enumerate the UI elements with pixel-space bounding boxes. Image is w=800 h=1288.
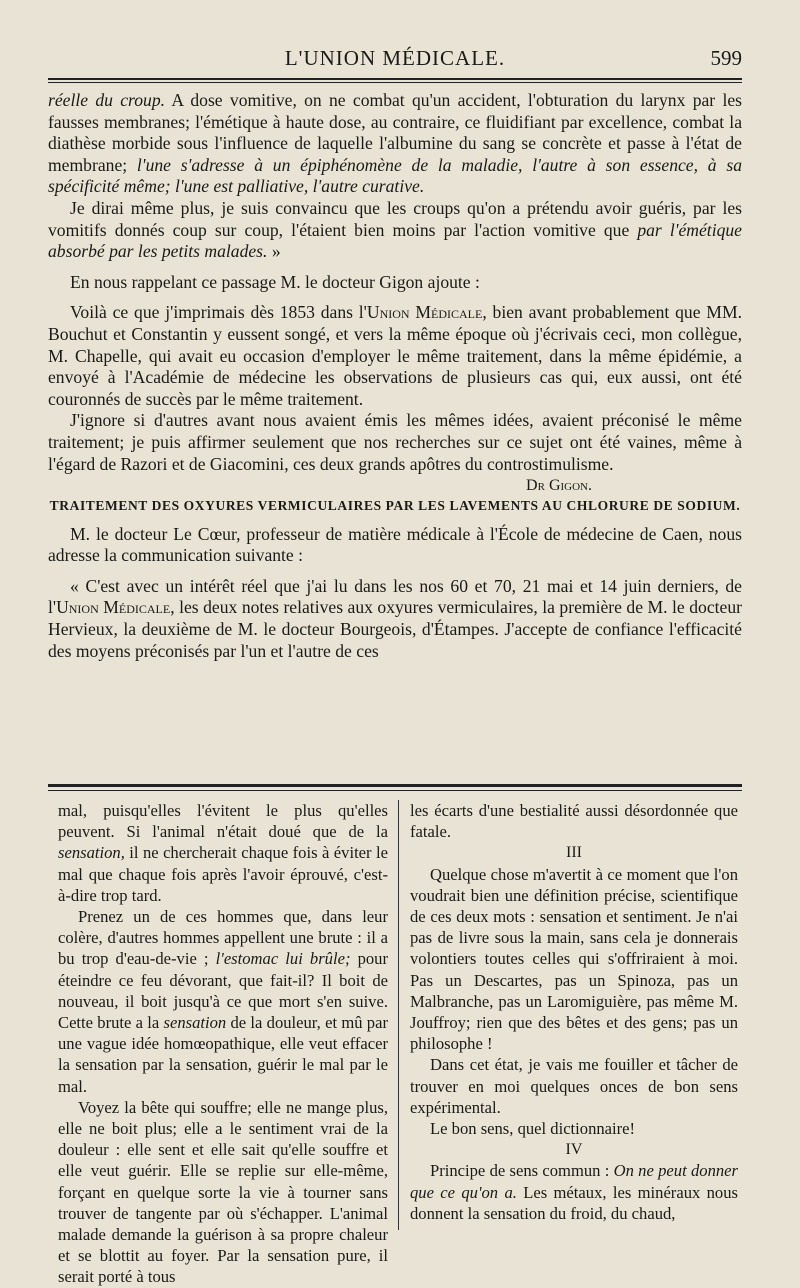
text: il ne chercherait chaque fois à éviter le mal que chaque fois après l'avoir éprouvé, c'est-à-dire trop tard. (58, 843, 388, 905)
text: Principe de sens commun : (430, 1161, 614, 1181)
text: Je dirai même plus, je suis convaincu que les croups qu'on a prétendu avoir guéris, par les vomitifs donnés coup sur coup, l'étaient bien moins par l'action vomitive que (48, 197, 742, 240)
text: Prenez un de ces hommes que, dans leur colère, d'autres hommes appellent une brute : il a bu trop d'eau-de-vie ; (58, 907, 388, 969)
header-rule (48, 78, 742, 83)
running-title: L'UNION MÉDICALE. (284, 46, 506, 70)
text: Voilà ce que j'imprimais dès 1853 dans l' (70, 302, 367, 323)
paragraph (58, 906, 388, 1097)
page-number: 599 (710, 46, 742, 70)
paragraph: M. le docteur Le Cœur, professeur de matière médicale à l'École de médecine de Caen, nous adresse la communication suivante : (48, 523, 742, 566)
italic-text: l'estomac lui brûle; (215, 949, 351, 969)
main-text (48, 90, 742, 662)
paragraph: J'ignore si d'autres avant nous avaient émis les mêmes idées, avaient préconisé le même traitement; je puis affirmer seulement que nos recherches sur ce sujet ont été vaines, même à l'égard de Razori et de Giacomini, ces deux grands apôtres du controstimulisme. (48, 410, 742, 474)
italic-text: sensation (163, 1013, 227, 1033)
text: , bien avant probablement que MM. Bouchut et Constantin y eussent songé, et vers la même époque où j'écrivais ceci, mon collègue, M. Chapelle, qui avait eu occasion d'employer le même traitement, dans la même épidémie, a envoyé à l'Académie de médecine les observations de plusieurs cas qui, eux aussi, ont été couronnés de succès par le même traitement. (48, 302, 742, 409)
text: « C'est avec un intérêt réel que j'ai lu dans les nos 60 et 70, 21 mai et 14 juin derniers, de l' (48, 575, 742, 618)
paragraph: les écarts d'une bestialité aussi désordonnée que fatale. (410, 801, 738, 842)
feuilleton-right-column (410, 800, 738, 1224)
italic-text: sensation, (58, 843, 125, 863)
text: mal, puisqu'elles l'évitent le plus qu'elles peuvent. Si l'animal n'était doué que de la (58, 801, 388, 842)
section-number: IV (565, 1141, 583, 1159)
journal-name: Union Médicale (366, 302, 483, 323)
paragraph: Quelque chose m'avertit à ce moment que l'on voudrait bien une définition précise, scientifique de ces deux mots : sensation et sentiment. Je n'ai pas de livre sous la main, sans cela je donnerais volontiers toutes celles qui s'offriraient à moi. Pas un Descartes, pas un Spinoza, pas un Malbranche, pas un Laromiguière, pas même M. Jouffroy; rien que des bêtes et des gens; pas un philosophe ! (410, 864, 738, 1054)
journal-name: Union Médicale (56, 597, 171, 618)
italic-text: par l'émétique absorbé par les petits malades. (48, 219, 742, 262)
italic-text: l'une s'adresse à un épiphénomène de la maladie, l'autre à son essence, à sa spécificité même; l'une est palliative, l'autre curative. (48, 154, 742, 197)
text: , les deux notes relatives aux oxyures vermiculaires, la première de M. le docteur Hervieux, la deuxième de M. le docteur Bourgeois, d'Étampes. J'accepte de confiance l'efficacité des moyens préconisés par l'un et l'autre de ces (48, 597, 742, 661)
text: Les métaux, les minéraux nous donnent la sensation du froid, du chaud, (410, 1182, 738, 1223)
text: pour éteindre ce feu dévorant, que fait-il? Il boit de nouveau, il boit jusqu'à ce que mort s'en suive. Cette brute a la (58, 949, 388, 1033)
paragraph: Le bon sens, quel dictionnaire! (430, 1119, 636, 1139)
section-title: TRAITEMENT DES OXYURES VERMICULAIRES PAR LES LAVEMENTS AU CHLORURE DE SODIUM. (49, 497, 741, 513)
feuilleton-rule (48, 784, 742, 787)
paragraph (48, 302, 742, 410)
feuilleton-rule-thin (48, 790, 742, 791)
italic-text: réelle du croup. (48, 90, 166, 110)
paragraph (48, 198, 742, 263)
column-divider (398, 800, 399, 1230)
page-header (48, 46, 742, 74)
paragraph (48, 576, 742, 662)
paragraph (58, 800, 388, 906)
text: de la douleur, et mû par une vague idée homœopathique, elle veut effacer la sensation par la sensation, guérir le mal par le mal. (58, 1013, 388, 1096)
paragraph (48, 90, 742, 198)
paragraph: Dans cet état, je vais me fouiller et tâcher de trouver en moi quelques onces de bon sens expérimental. (410, 1055, 738, 1117)
italic-text: On ne peut donner que ce qu'on a. (410, 1161, 738, 1202)
section-number: III (566, 844, 582, 862)
paragraph: Voyez la bête qui souffre; elle ne mange plus, elle ne boit plus; elle a le sentiment vrai de la douleur : elle sent et elle sait qu'elle souffre et elle veut guérir. Elle se replie sur elle-même, forçant en quelque sorte la vie à tourner sans trouver de tangente par où s'échapper. L'animal malade demande la guérison à sa propre chaleur et se blottit au foyer. Par la sensation pure, il serait porté à tous (58, 1097, 388, 1287)
text: A dose vomitive, on ne combat qu'un accident, l'obturation du larynx par les fausses membranes; l'émétique à haute dose, au contraire, ce fluidifiant par excellence, combat la diathèse morbide sous l'influence de laquelle l'albumine du sang se concrète et passe à l'état de membrane; (48, 90, 742, 175)
text: » (267, 241, 281, 262)
signature: Dr Gigon. (526, 477, 592, 495)
paragraph (410, 1160, 738, 1224)
paragraph: En nous rappelant ce passage M. le docteur Gigon ajoute : (70, 271, 480, 292)
feuilleton-left-column (58, 800, 388, 1288)
